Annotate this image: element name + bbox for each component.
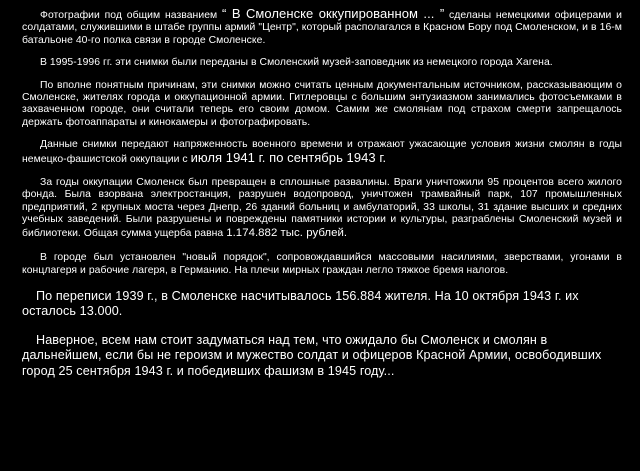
text-segment: Фотографии под общим названием bbox=[40, 10, 222, 21]
document-body bbox=[22, 8, 622, 379]
text-segment: Наверное, всем нам стоит задуматься над тем, что ожидало бы Смоленск и смолян в дальнейшем, если бы не героизм и мужество солдат и офицеров Красной Армии, освободивших город 25 сентября 1943 г. и победивших фашизм в 1945 году... bbox=[22, 332, 602, 378]
text-segment: По переписи 1939 г., в Смоленске насчитывалось 156.884 жителя. На 10 октября 1943 г. их осталось 13.000. bbox=[22, 288, 579, 319]
text-segment: В городе был установлен "новый порядок", сопровождавшийся массовыми насилиями, зверствами, угонами в концлагеря и рабочие лагеря, в Германию. На плечи мирных граждан легло тяжкое бремя налогов. bbox=[22, 252, 622, 276]
paragraph-conclusion bbox=[22, 333, 622, 379]
paragraph-conditions bbox=[22, 139, 622, 166]
paragraph-new-order bbox=[22, 252, 622, 277]
occupation-period: июля 1941 г. по сентябрь 1943 г. bbox=[190, 149, 387, 165]
text-segment: По вполне понятным причинам, эти снимки можно считать ценным документальным источником, рассказывающим о Смоленске, жителях города и оккупационной армии. Гитлеровцы с большим энтузиазмом занимались фотосъемками в захваченном городе, они считали теперь его своим домом. Самим же смолянам под страхом смерти запрещалось держать фотоаппараты и кинокамеры и фотографировать. bbox=[22, 79, 622, 128]
damage-total: 1.174.882 тыс. рублей. bbox=[226, 226, 348, 239]
text-segment: За годы оккупации Смоленск был превращен в сплошные развалины. Враги уничтожили 95 процентов всего жилого фонда. Была взорвана электростанция, разрушен водопровод, уничтожен трамвайный парк, 107 промышленных предприятий, 2 крупных моста через Днепр, 26 зданий больниц и амбулаторий, 33 школы, 31 здание высших и средних учебных заведений. Были разрушены и повреждены памятники истории и культуры, разграблены Смоленский музей и библиотеки. Общая сумма ущерба равна bbox=[22, 177, 622, 239]
text-segment: Данные снимки передают напряженность военного времени и отражают ужасающие условия жизни смолян в годы немецко-фашистской оккупации с bbox=[22, 139, 622, 165]
paragraph-census bbox=[22, 289, 622, 320]
text-segment: В 1995-1996 гг. эти снимки были переданы в Смоленский музей-заповедник из немецкого города Хагена. bbox=[40, 57, 553, 69]
paragraph-transfer bbox=[22, 57, 622, 69]
paragraph-destruction bbox=[22, 177, 622, 240]
paragraph-value bbox=[22, 80, 622, 130]
text-segment: сделаны немецкими офицерами и солдатами, служившими в штабе группы армий "Центр", который располагался в Красном Бору под Смоленском, и в 16-м батальоне 40-го полка связи в городе Смоленске. bbox=[22, 10, 623, 46]
paragraph-intro bbox=[22, 8, 622, 47]
album-title: “ В Смоленске оккупированном ... ” bbox=[221, 6, 445, 21]
